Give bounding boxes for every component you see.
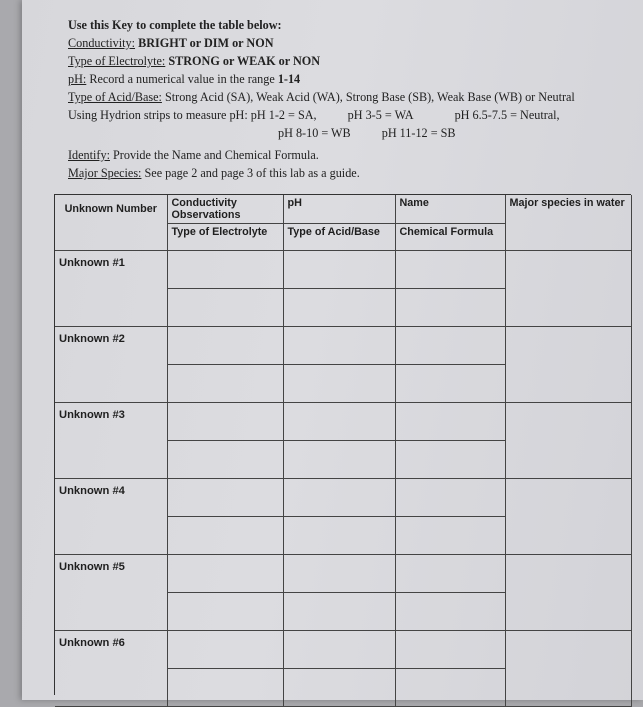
unknown-4-label: Unknown #4 <box>55 479 167 555</box>
answer-cell[interactable] <box>283 479 395 517</box>
answer-cell[interactable] <box>395 441 505 479</box>
answer-cell[interactable] <box>283 327 395 365</box>
answer-cell[interactable] <box>167 251 283 289</box>
answer-cell[interactable] <box>167 327 283 365</box>
table-row <box>55 327 631 365</box>
answer-cell[interactable] <box>395 403 505 441</box>
answer-cell[interactable] <box>395 289 505 327</box>
unknown-3-label: Unknown #3 <box>55 403 167 479</box>
table-row <box>55 403 631 441</box>
answer-cell[interactable] <box>505 327 631 403</box>
answer-cell[interactable] <box>167 479 283 517</box>
answer-cell[interactable] <box>283 669 395 707</box>
header-type-acid-base: Type of Acid/Base <box>283 224 395 251</box>
answer-cell[interactable] <box>395 251 505 289</box>
answer-cell[interactable] <box>395 555 505 593</box>
answer-cell[interactable] <box>395 593 505 631</box>
hydrion-key-bases: pH 8-10 = WB pH 11-12 = SB <box>278 126 456 140</box>
answer-cell[interactable] <box>283 593 395 631</box>
header-ph: pH <box>283 195 395 224</box>
answer-cell[interactable] <box>505 631 631 707</box>
hydrion-key: Using Hydrion strips to measure pH: pH 1-2 = SA, pH 3-5 = WA pH 6.5-7.5 = Neutral, <box>68 108 560 122</box>
answer-cell[interactable] <box>395 479 505 517</box>
unknown-5-label: Unknown #5 <box>55 555 167 631</box>
header-conductivity: Conductivity Observations <box>167 195 283 224</box>
answer-cell[interactable] <box>167 669 283 707</box>
acid-base-key: Type of Acid/Base: Strong Acid (SA), Weak Acid (WA), Strong Base (SB), Weak Base (WB) or Neutral <box>68 90 575 104</box>
answer-cell[interactable] <box>395 669 505 707</box>
header-unknown-number: Unknown Number <box>55 195 167 251</box>
answer-cell[interactable] <box>505 479 631 555</box>
answer-cell[interactable] <box>505 251 631 327</box>
answer-cell[interactable] <box>283 289 395 327</box>
answer-cell[interactable] <box>395 327 505 365</box>
unknown-1-label: Unknown #1 <box>55 251 167 327</box>
answer-cell[interactable] <box>167 555 283 593</box>
table-row <box>55 631 631 669</box>
header-type-electrolyte: Type of Electrolyte <box>167 224 283 251</box>
answer-cell[interactable] <box>283 517 395 555</box>
unknown-6-label: Unknown #6 <box>55 631 167 707</box>
table-row <box>55 479 631 517</box>
answer-cell[interactable] <box>167 289 283 327</box>
ph-key: pH: Record a numerical value in the range 1-14 <box>68 72 301 86</box>
answer-cell[interactable] <box>505 403 631 479</box>
answer-cell[interactable] <box>395 631 505 669</box>
identify-key: Identify: Provide the Name and Chemical Formula. <box>68 148 319 162</box>
answer-cell[interactable] <box>167 517 283 555</box>
answer-cell[interactable] <box>283 441 395 479</box>
answer-cell[interactable] <box>395 365 505 403</box>
answer-cell[interactable] <box>283 403 395 441</box>
header-major-species: Major species in water <box>505 195 631 251</box>
answer-cell[interactable] <box>167 593 283 631</box>
answer-cell[interactable] <box>505 555 631 631</box>
conductivity-key: Conductivity: BRIGHT or DIM or NON <box>68 36 274 50</box>
answer-cell[interactable] <box>167 441 283 479</box>
major-species-key: Major Species: See page 2 and page 3 of this lab as a guide. <box>68 166 360 180</box>
answer-cell[interactable] <box>167 365 283 403</box>
header-chemical-formula: Chemical Formula <box>395 224 505 251</box>
results-table <box>54 194 631 695</box>
answer-cell[interactable] <box>167 631 283 669</box>
electrolyte-key: Type of Electrolyte: STRONG or WEAK or NON <box>68 54 321 68</box>
header-name: Name <box>395 195 505 224</box>
table-row <box>55 251 631 289</box>
answer-cell[interactable] <box>283 365 395 403</box>
worksheet-page <box>22 0 643 700</box>
instructions-block <box>68 16 643 182</box>
instructions-title: Use this Key to complete the table below: <box>68 18 282 32</box>
answer-cell[interactable] <box>395 517 505 555</box>
answer-cell[interactable] <box>283 555 395 593</box>
answer-cell[interactable] <box>283 251 395 289</box>
unknown-2-label: Unknown #2 <box>55 327 167 403</box>
table-row <box>55 555 631 593</box>
answer-cell[interactable] <box>283 631 395 669</box>
answer-cell[interactable] <box>167 403 283 441</box>
